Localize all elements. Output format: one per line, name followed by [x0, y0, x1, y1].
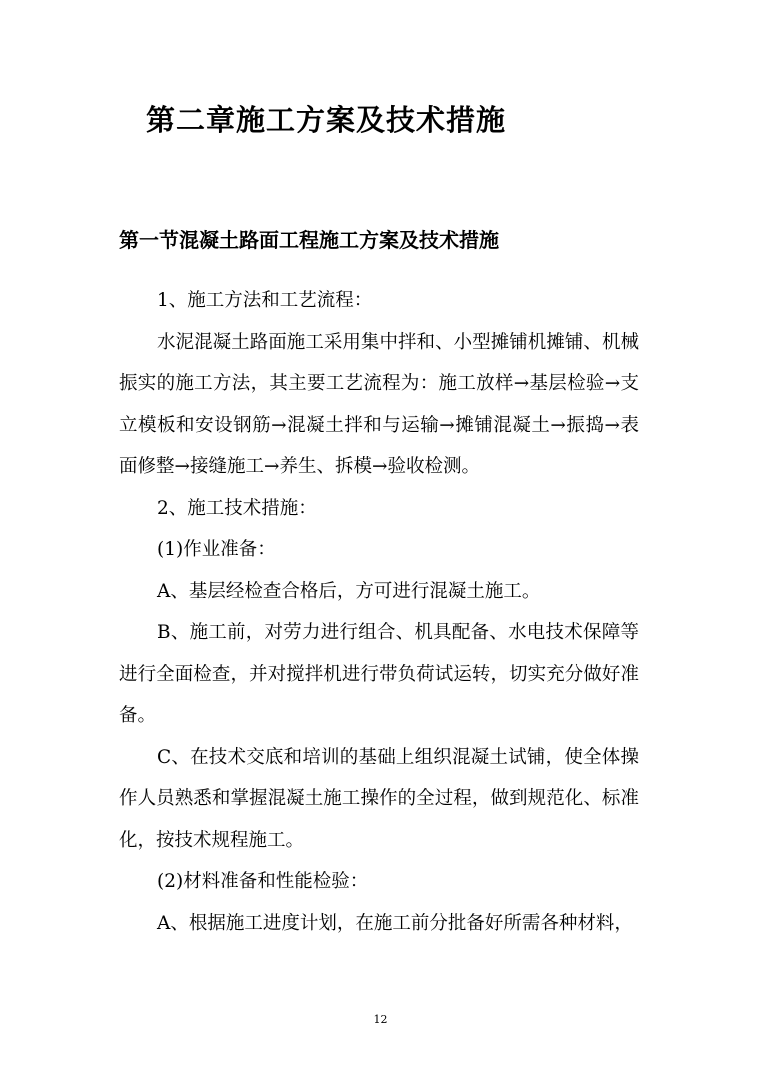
body-text — [119, 280, 639, 944]
paragraph-trial-paving: C、在技术交底和培训的基础上组织混凝土试铺，使全体操作人员熟悉和掌握混凝土施工操作的全过程，做到规范化、标准化，按技术规程施工。 — [119, 746, 639, 851]
page-number: 12 — [373, 1013, 388, 1026]
paragraph-material-prep-heading: (2)材料准备和性能检验： — [157, 871, 369, 892]
paragraph-base-inspection: A、基层经检查合格后，方可进行混凝土施工。 — [157, 580, 541, 602]
paragraph-process-flow: 水泥混凝土路面施工采用集中拌和、小型摊铺机摊铺、机械振实的施工方法，其主要工艺流程为：施工放样→基层检验→支立模板和安设钢筋→混凝土拌和与运输→摊铺混凝土→振捣→表面修整→接缝施工→养生、拆模→验收检测。 — [119, 331, 639, 477]
paragraph-construction-method-heading: 1、施工方法和工艺流程： — [157, 290, 373, 311]
section-title: 第一节混凝土路面工程施工方案及技术措施 — [119, 228, 499, 252]
paragraph-technical-measures-heading: 2、施工技术措施： — [157, 497, 317, 519]
chapter-title: 第二章施工方案及技术措施 — [146, 103, 507, 137]
paragraph-material-schedule: A、根据施工进度计划，在施工前分批备好所需各种材料， — [157, 912, 633, 934]
paragraph-work-preparation-heading: (1)作业准备： — [157, 539, 276, 560]
paragraph-pre-construction-check: B、施工前，对劳力进行组合、机具配备、水电技术保障等进行全面检查，并对搅拌机进行带负荷试运转，切实充分做好准备。 — [119, 622, 639, 726]
